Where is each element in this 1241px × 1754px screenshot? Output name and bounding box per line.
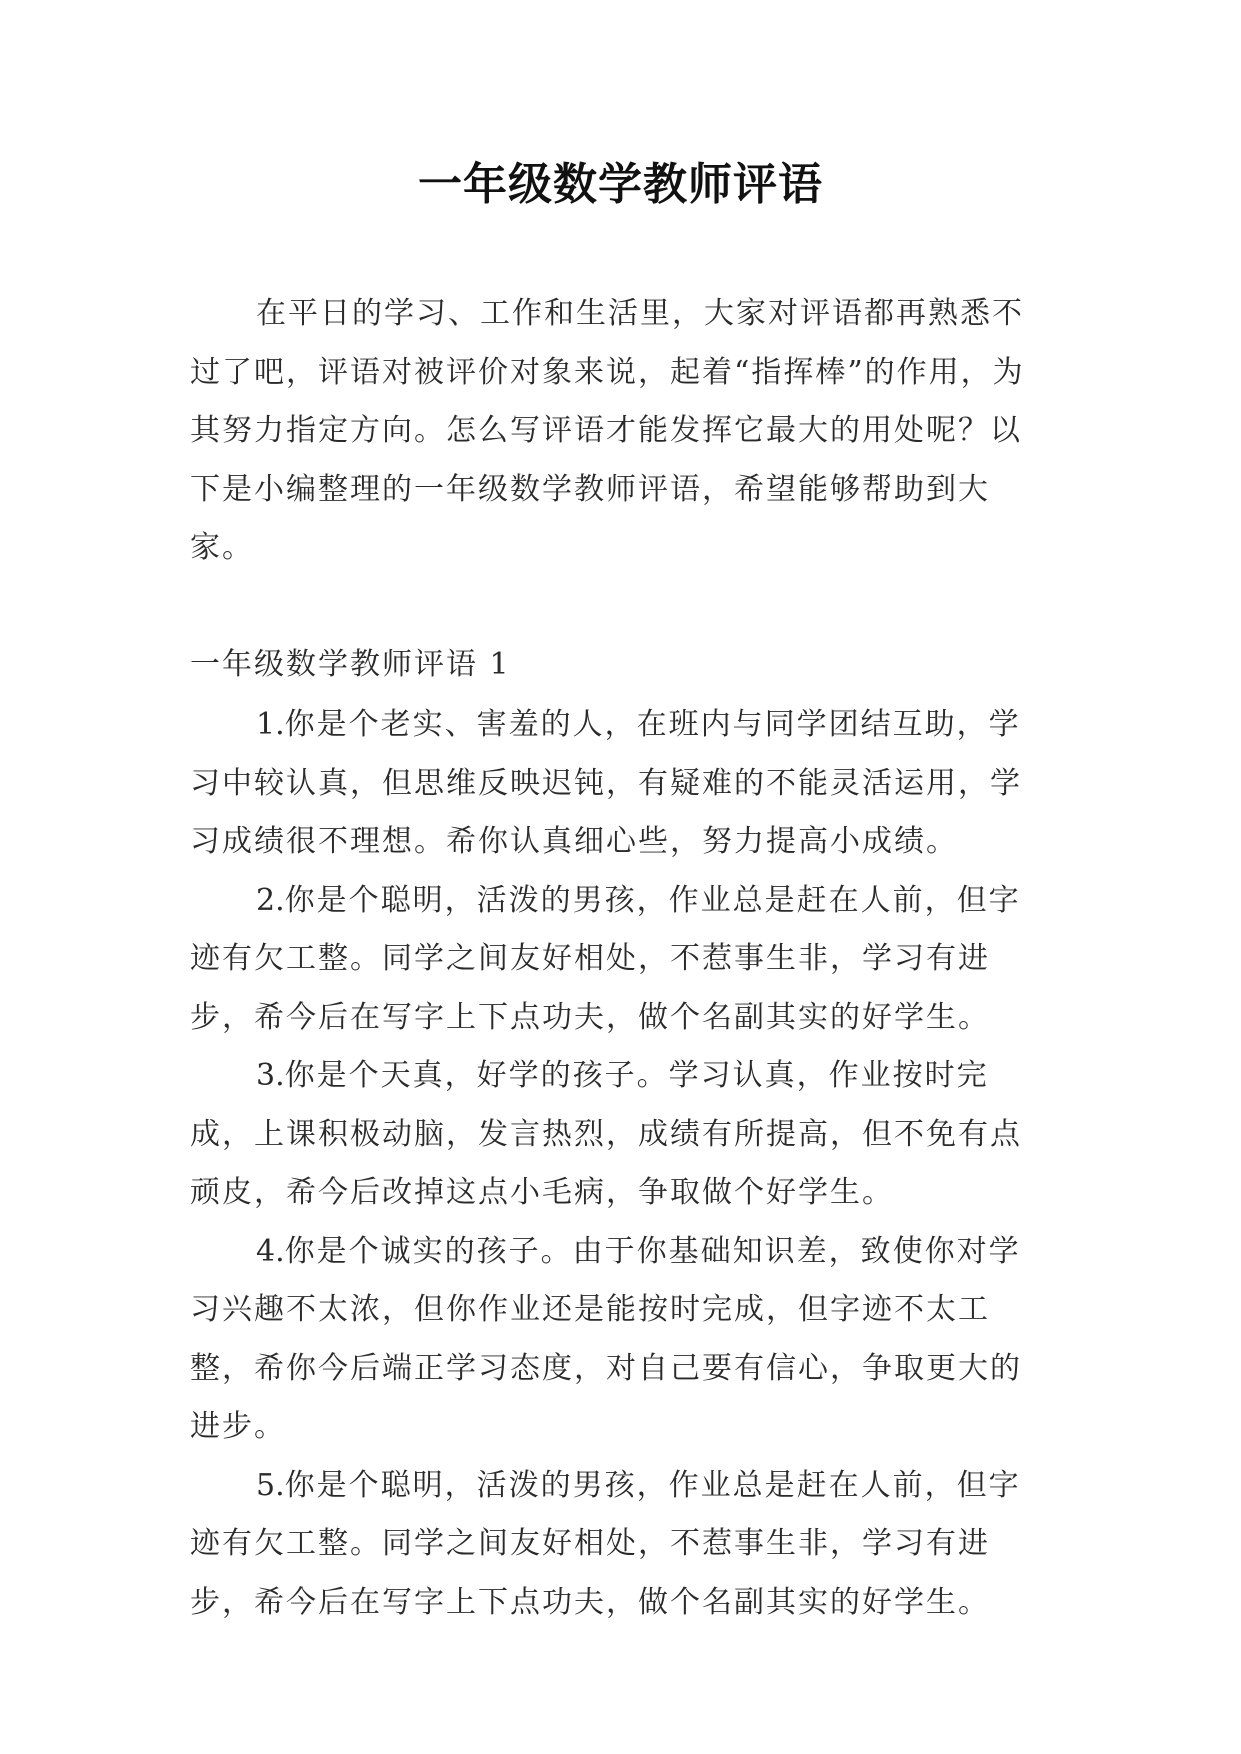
document-title: 一年级数学教师评语 xyxy=(418,159,823,210)
comment-item xyxy=(190,1223,1050,1457)
comment-item-number: 2. xyxy=(256,882,285,918)
comment-list xyxy=(190,696,1050,1632)
comment-item xyxy=(190,1457,1050,1633)
comment-item xyxy=(190,1047,1050,1223)
comment-item-text: 你是个聪明，活泼的男孩，作业总是赶在人前，但字迹有欠工整。同学之间友好相处，不惹事生非，学习有进步，希今后在写字上下点功夫，做个名副其实的好学生。 xyxy=(190,882,1021,1035)
intro-paragraph: 在平日的学习、工作和生活里，大家对评语都再熟悉不过了吧，评语对被评价对象来说，起着“指挥棒”的作用，为其努力指定方向。怎么写评语才能发挥它最大的用处呢？以下是小编整理的一年级数学教师评语，希望能够帮助到大家。 xyxy=(190,296,1025,565)
comment-item-number: 1. xyxy=(256,707,285,742)
comment-item xyxy=(190,872,1050,1048)
comment-item-text: 你是个诚实的孩子。由于你基础知识差，致使你对学习兴趣不太浓，但你作业还是能按时完成，但字迹不太工整，希你今后端正学习态度，对自己要有信心，争取更大的进步。 xyxy=(190,1233,1022,1444)
comment-item-number: 5. xyxy=(256,1467,285,1503)
comment-item xyxy=(190,696,1050,872)
comment-item-number: 3. xyxy=(256,1058,285,1093)
section-heading: 一年级数学教师评语 1 xyxy=(190,647,511,682)
comment-item-text: 你是个聪明，活泼的男孩，作业总是赶在人前，但字迹有欠工整。同学之间友好相处，不惹事生非，学习有进步，希今后在写字上下点功夫，做个名副其实的好学生。 xyxy=(190,1467,1021,1620)
comment-item-number: 4. xyxy=(256,1233,285,1269)
comment-item-text: 你是个老实、害羞的人，在班内与同学团结互助，学习中较认真，但思维反映迟钝，有疑难的不能灵活运用，学习成绩很不理想。希你认真细心些，努力提高小成绩。 xyxy=(190,707,1022,859)
comment-item-text: 你是个天真，好学的孩子。学习认真，作业按时完成，上课积极动脑，发言热烈，成绩有所提高，但不免有点顽皮，希今后改掉这点小毛病，争取做个好学生。 xyxy=(190,1058,1022,1210)
